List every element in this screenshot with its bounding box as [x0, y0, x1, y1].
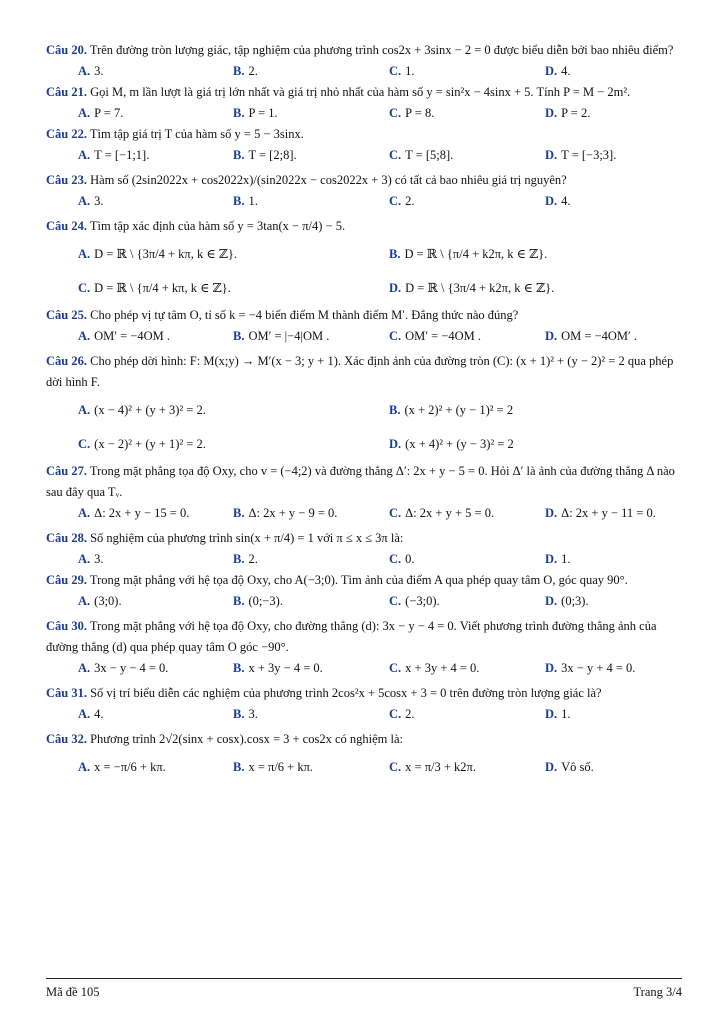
option-a[interactable]: A. (x − 4)² + (y + 3)² = 2. [78, 403, 206, 417]
question-text: Số nghiệm của phương trình sin(x + π/4) = 1 với π ≤ x ≤ 3π là: [90, 531, 404, 545]
question-number: Câu 24. [46, 219, 87, 233]
question-number: Câu 23. [46, 173, 87, 187]
option-b[interactable]: B. D = ℝ \ {π/4 + k2π, k ∈ ℤ}. [389, 247, 548, 261]
exam-code: Mã đề 105 [46, 985, 100, 999]
option-a[interactable]: A. 4. [78, 707, 104, 721]
option-c[interactable]: C. OM′ = −4OM . [389, 329, 482, 343]
options-row [46, 503, 682, 524]
question-29 [46, 570, 682, 591]
question-text: Hàm số (2sin2022x + cos2022x)/(sin2022x − cos2022x + 3) có tất cả bao nhiêu giá trị nguyên? [90, 173, 567, 187]
option-c[interactable]: C. (−3;0). [389, 594, 440, 608]
options-row [46, 103, 682, 124]
options-row [46, 658, 682, 679]
option-a[interactable]: A. OM′ = −4OM . [78, 329, 171, 343]
question-text: Trong mặt phẳng với hệ tọa độ Oxy, cho A(−3;0). Tìm ảnh của điểm A qua phép quay tâm O, góc quay 90°. [89, 573, 628, 587]
option-a[interactable]: A. T = [−1;1]. [78, 148, 150, 162]
question-25 [46, 305, 682, 326]
option-d[interactable]: D. 1. [545, 552, 571, 566]
options-row [46, 326, 682, 347]
question-number: Câu 31. [46, 686, 87, 700]
option-d[interactable]: D. 4. [545, 194, 571, 208]
options-row [46, 237, 682, 271]
question-text: Gọi M, m lần lượt là giá trị lớn nhất và giá trị nhỏ nhất của hàm số y = sin²x − 4sinx + 5. Tính P = M − 2m². [90, 85, 631, 99]
exam-page [46, 40, 682, 784]
question-21 [46, 82, 682, 103]
option-a[interactable]: A. 3. [78, 194, 104, 208]
option-a[interactable]: A. x = −π/6 + kπ. [78, 760, 166, 774]
question-24 [46, 216, 682, 237]
option-c[interactable]: C. (x − 2)² + (y + 1)² = 2. [78, 437, 206, 451]
option-a[interactable]: A. D = ℝ \ {3π/4 + kπ, k ∈ ℤ}. [78, 247, 237, 261]
options-row [46, 191, 682, 212]
option-b[interactable]: B. 2. [233, 552, 258, 566]
option-b[interactable]: B. 2. [233, 64, 258, 78]
question-30 [46, 616, 682, 658]
question-text: Cho phép vị tự tâm O, tỉ số k = −4 biến điểm M thành điểm M′. Đẳng thức nào đúng? [90, 308, 519, 322]
option-d[interactable]: D. T = [−3;3]. [545, 148, 617, 162]
option-c[interactable]: C. 2. [389, 194, 415, 208]
question-27 [46, 461, 682, 503]
option-a[interactable]: A. 3. [78, 552, 104, 566]
option-b[interactable]: B. Δ: 2x + y − 9 = 0. [233, 506, 338, 520]
question-number: Câu 25. [46, 308, 87, 322]
option-c[interactable]: C. x + 3y + 4 = 0. [389, 661, 480, 675]
question-text: Trong mặt phẳng tọa độ Oxy, cho v = (−4;2) và đường thẳng Δ′: 2x + y − 5 = 0. Hỏi Δ′ là ảnh của đường thẳng Δ nào sau đây qua Tᵥ. [46, 464, 675, 499]
options-row [46, 393, 682, 427]
option-a[interactable]: A. P = 7. [78, 106, 124, 120]
question-number: Câu 32. [46, 732, 87, 746]
question-text: Số vị trí biểu diễn các nghiệm của phương trình 2cos²x + 5cosx + 3 = 0 trên đường tròn lượng giác là? [90, 686, 602, 700]
options-row [46, 61, 682, 82]
question-text: Tìm tập xác định của hàm số y = 3tan(x − π/4) − 5. [89, 219, 346, 233]
option-c[interactable]: C. 0. [389, 552, 415, 566]
option-d[interactable]: D. 3x − y + 4 = 0. [545, 661, 636, 675]
option-c[interactable]: C. Δ: 2x + y + 5 = 0. [389, 506, 495, 520]
option-d[interactable]: D. 4. [545, 64, 571, 78]
question-20 [46, 40, 682, 61]
question-22 [46, 124, 682, 145]
question-text: Trong mặt phẳng với hệ tọa độ Oxy, cho đường thẳng (d): 3x − y − 4 = 0. Viết phương trình đường thẳng ảnh của đường thẳng (d) qua phép quay tâm O góc −90°. [46, 619, 657, 654]
question-32 [46, 729, 682, 750]
question-26 [46, 351, 682, 393]
option-a[interactable]: A. 3. [78, 64, 104, 78]
options-row [46, 271, 682, 305]
page-footer [46, 978, 682, 1000]
option-d[interactable]: D. (x + 4)² + (y − 3)² = 2 [389, 437, 514, 451]
question-number: Câu 26. [46, 354, 87, 368]
question-text: Tìm tập giá trị T của hàm số y = 5 − 3sinx. [89, 127, 304, 141]
option-c[interactable]: C. 1. [389, 64, 415, 78]
option-b[interactable]: B. OM′ = |−4|OM . [233, 329, 330, 343]
option-a[interactable]: A. Δ: 2x + y − 15 = 0. [78, 506, 190, 520]
question-28 [46, 528, 682, 549]
option-d[interactable]: D. P = 2. [545, 106, 591, 120]
page-number: Trang 3/4 [633, 985, 682, 999]
question-31 [46, 683, 682, 704]
options-row [46, 427, 682, 461]
question-number: Câu 29. [46, 573, 87, 587]
option-b[interactable]: B. (x + 2)² + (y − 1)² = 2 [389, 403, 514, 417]
option-d[interactable]: D. (0;3). [545, 594, 589, 608]
question-number: Câu 22. [46, 127, 87, 141]
option-c[interactable]: C. D = ℝ \ {π/4 + kπ, k ∈ ℤ}. [78, 281, 231, 295]
option-b[interactable]: B. 3. [233, 707, 258, 721]
option-c[interactable]: C. P = 8. [389, 106, 435, 120]
question-text: Trên đường tròn lượng giác, tập nghiệm của phương trình cos2x + 3sinx − 2 = 0 được biểu diễn bởi bao nhiêu điểm? [89, 43, 674, 57]
option-b[interactable]: B. (0;−3). [233, 594, 283, 608]
option-d[interactable]: D. 1. [545, 707, 571, 721]
question-text: Phương trình 2√2(sinx + cosx).cosx = 3 + cos2x có nghiệm là: [90, 732, 403, 746]
option-d[interactable]: D. D = ℝ \ {3π/4 + k2π, k ∈ ℤ}. [389, 281, 555, 295]
option-b[interactable]: B. x + 3y − 4 = 0. [233, 661, 323, 675]
option-c[interactable]: C. T = [5;8]. [389, 148, 454, 162]
option-d[interactable]: D. Vô số. [545, 760, 594, 774]
option-b[interactable]: B. 1. [233, 194, 258, 208]
question-text: Cho phép dời hình: F: M(x;y) → M′(x − 3; y + 1). Xác định ảnh của đường tròn (C): (x + 1)² + (y − 2)² = 2 qua phép dời hình F. [46, 354, 674, 389]
option-b[interactable]: B. P = 1. [233, 106, 278, 120]
question-number: Câu 30. [46, 619, 87, 633]
options-row [46, 549, 682, 570]
option-c[interactable]: C. x = π/3 + k2π. [389, 760, 476, 774]
option-b[interactable]: B. x = π/6 + kπ. [233, 760, 314, 774]
question-number: Câu 27. [46, 464, 87, 478]
option-a[interactable]: A. 3x − y − 4 = 0. [78, 661, 169, 675]
question-23 [46, 170, 682, 191]
question-number: Câu 28. [46, 531, 87, 545]
options-row [46, 591, 682, 612]
option-d[interactable]: D. Δ: 2x + y − 11 = 0. [545, 506, 656, 520]
option-b[interactable]: B. T = [2;8]. [233, 148, 297, 162]
options-row [46, 704, 682, 725]
options-row [46, 145, 682, 166]
option-c[interactable]: C. 2. [389, 707, 415, 721]
question-number: Câu 20. [46, 43, 87, 57]
option-a[interactable]: A. (3;0). [78, 594, 122, 608]
option-d[interactable]: D. OM = −4OM′ . [545, 329, 638, 343]
options-row [46, 750, 682, 784]
question-number: Câu 21. [46, 85, 87, 99]
